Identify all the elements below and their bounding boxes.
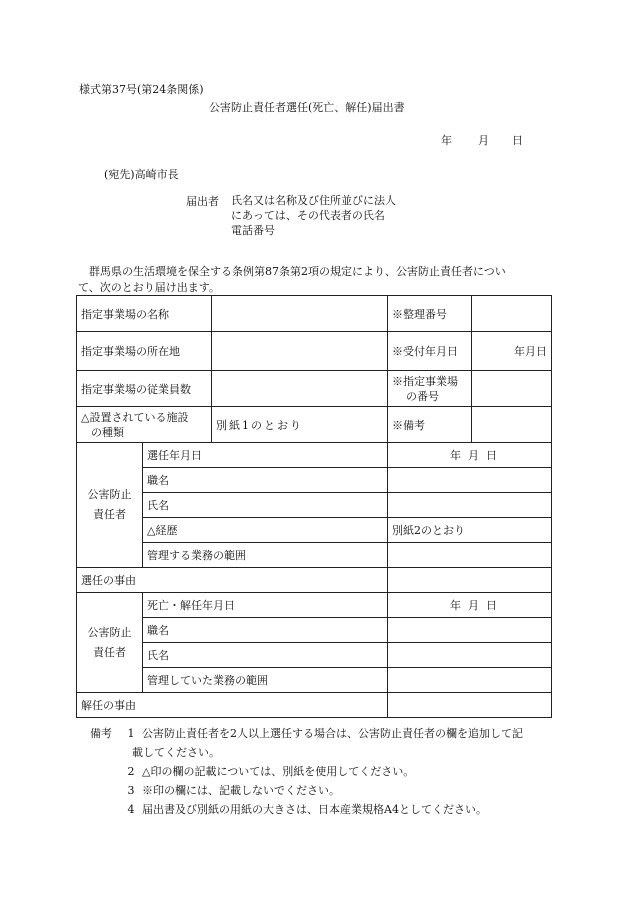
received-month: 月: [525, 345, 536, 358]
received-day: 日: [536, 345, 547, 358]
facility-no-field: [472, 371, 552, 407]
position-field[interactable]: [388, 468, 552, 493]
row-installed-facilities: [77, 407, 552, 443]
note-2-text: △印の欄の記載については、別紙を使用してください。: [142, 765, 415, 778]
note-1-line-1: 公害防止責任者を2人以上選任する場合は、公害防止責任者の欄を追加して記: [142, 727, 523, 740]
applicant-line-3: 電話番号: [231, 224, 275, 237]
row-appointed-date: [77, 443, 552, 468]
remarks-label: ※備考: [392, 418, 425, 432]
position-field-2[interactable]: [388, 618, 552, 643]
row-facility-location: [77, 332, 552, 371]
installed-label-2: の種類: [91, 425, 124, 439]
row-name: [77, 493, 552, 518]
scope-field-2[interactable]: [388, 668, 552, 693]
applicant-line-2: にあっては、その代表者の氏名: [231, 209, 385, 222]
note-3-number: 3: [127, 784, 135, 797]
row-scope: [77, 543, 552, 568]
manager-label: 公害防止 責任者: [77, 443, 143, 568]
dd-year: 年: [450, 599, 461, 612]
facility-location-label: 指定事業場の所在地: [81, 345, 180, 358]
row-scope-2: [77, 668, 552, 693]
note-4-text: 届出書及び別紙の用紙の大きさは、日本産業規格A4としてください。: [142, 803, 487, 816]
form-number: 様式第37号(第24条関係): [79, 83, 204, 96]
appointment-reason-field[interactable]: [388, 568, 552, 593]
facility-no-label-2: の番号: [406, 389, 439, 403]
dismissal-reason-field[interactable]: [388, 693, 552, 718]
appointed-date-label: 選任年月日: [147, 449, 202, 462]
career-label: △経歴: [147, 524, 178, 537]
name-field-2[interactable]: [388, 643, 552, 668]
applicant-block: [231, 193, 396, 238]
dd-day: 日: [486, 599, 497, 612]
dismissal-reason-label: 解任の事由: [81, 699, 136, 712]
note-3: [90, 781, 560, 800]
employees-field[interactable]: [212, 371, 388, 407]
note-2-number: 2: [127, 765, 135, 778]
row-dismissal-reason: [77, 693, 552, 718]
note-3-text: ※印の欄には、記載しないでください。: [142, 784, 340, 797]
intro-line-1: 群馬県の生活環境を保全する条例第87条第2項の規定により、公害防止責任者につい: [89, 265, 506, 278]
date-year-label: 年: [441, 134, 452, 147]
facility-name-field[interactable]: [212, 296, 388, 332]
date-month-label: 月: [478, 134, 489, 147]
note-1: [90, 724, 560, 743]
notes-label: 備考: [90, 727, 112, 740]
appointed-day: 日: [486, 449, 497, 462]
row-facility-name: [77, 296, 552, 332]
name-field[interactable]: [388, 493, 552, 518]
row-death-dismissal-date: [77, 593, 552, 618]
page-title: 公害防止責任者選任(死亡、解任)届出書: [209, 101, 405, 114]
row-position-2: [77, 618, 552, 643]
facility-name-label: 指定事業場の名称: [81, 307, 169, 321]
addressee: (宛先)高崎市長: [104, 168, 179, 181]
applicant-line-1: 氏名又は名称及び住所並びに法人: [231, 194, 396, 207]
career-value: 別紙2のとおり: [388, 518, 552, 543]
death-dismissal-date-field[interactable]: [388, 593, 552, 618]
facility-no-label-1: ※指定事業場: [392, 374, 458, 388]
name-label: 氏名: [147, 499, 169, 512]
note-1-line-2: 載してください。: [132, 746, 220, 759]
intro-line-2: て、次のとおり届け出ます。: [78, 281, 220, 294]
scope-field[interactable]: [388, 543, 552, 568]
scope-label: 管理する業務の範囲: [147, 549, 246, 562]
scope-label-2: 管理していた業務の範囲: [147, 674, 268, 687]
ref-no-field: [472, 296, 552, 332]
notes: [90, 724, 560, 819]
note-4: [90, 800, 560, 819]
note-1-cont: [90, 743, 560, 762]
note-1-number: 1: [127, 727, 135, 740]
row-employees: [77, 371, 552, 407]
received-date-label: ※受付年月日: [392, 345, 458, 358]
separate-sheet-1: 別紙1のとおり: [212, 407, 388, 443]
employees-label: 指定事業場の従業員数: [81, 382, 191, 396]
facility-location-field[interactable]: [212, 332, 388, 371]
row-appointment-reason: [77, 568, 552, 593]
appointed-year: 年: [450, 449, 461, 462]
appointment-reason-label: 選任の事由: [81, 574, 136, 587]
installed-label-1: △設置されている施設: [81, 410, 189, 424]
death-dismissal-date-label: 死亡・解任年月日: [147, 599, 235, 612]
position-label: 職名: [147, 474, 169, 487]
row-name-2: [77, 643, 552, 668]
ref-no-label: ※整理番号: [392, 307, 447, 321]
note-2: [90, 762, 560, 781]
received-date-field: [472, 332, 552, 371]
date-day-label: 日: [512, 134, 523, 147]
received-year: 年: [514, 345, 525, 358]
form-table: [76, 295, 552, 718]
position-label-2: 職名: [147, 624, 169, 637]
applicant-label: 届出者: [186, 195, 219, 208]
note-4-number: 4: [127, 803, 135, 816]
dd-month: 月: [468, 599, 479, 612]
row-position: [77, 468, 552, 493]
name-label-2: 氏名: [147, 649, 169, 662]
appointed-month: 月: [468, 449, 479, 462]
appointed-date-field[interactable]: [388, 443, 552, 468]
remarks-field: [472, 407, 552, 443]
row-career: [77, 518, 552, 543]
manager-label-2: 公害防止 責任者: [77, 593, 143, 693]
